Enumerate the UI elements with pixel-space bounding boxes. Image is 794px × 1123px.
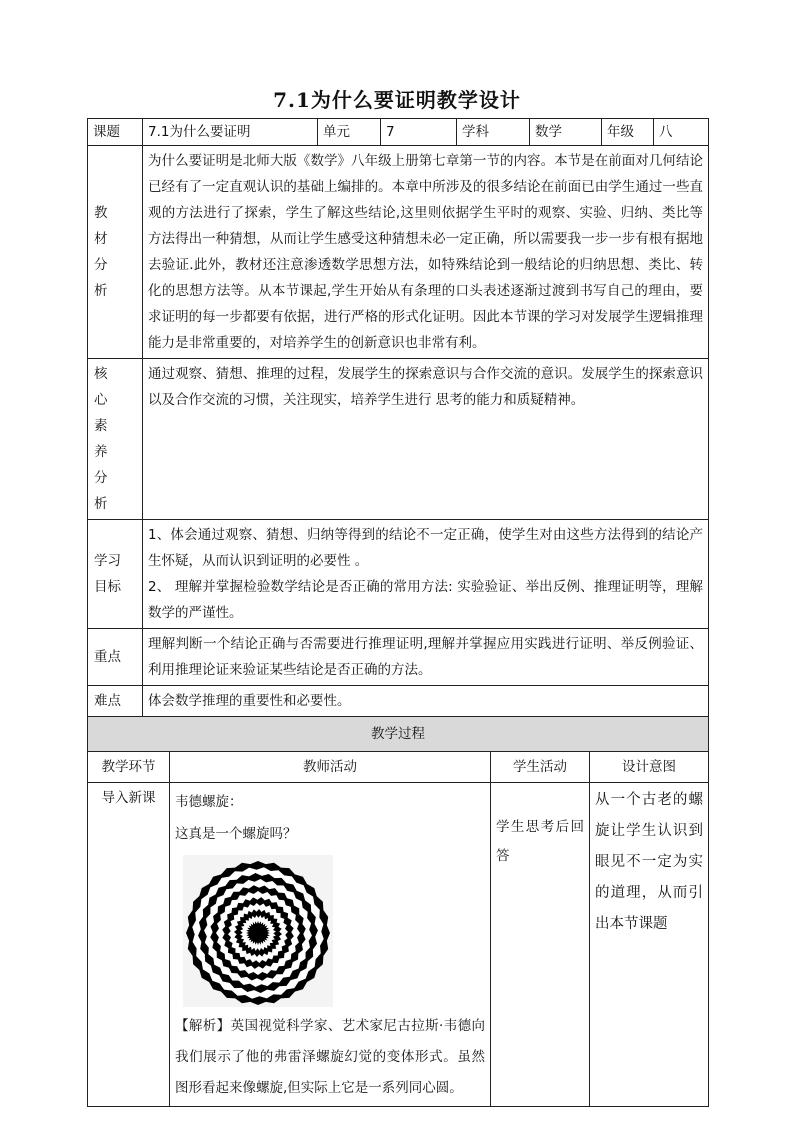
- teacher-activity-cell: [170, 783, 491, 1107]
- student-activity-cell: 学生思考后回答: [491, 783, 590, 1107]
- material-label-line2: 分析: [94, 257, 118, 299]
- page-title: 7.1为什么要证明教学设计: [273, 88, 521, 112]
- spiral-illusion-icon: [183, 855, 333, 1007]
- teacher-line-2: 这真是一个螺旋吗？: [175, 826, 297, 842]
- lesson-plan: [87, 118, 708, 1107]
- design-intent-cell: 从一个古老的螺旋让学生认识到眼见不一定为实的道理，从而引出本节课题: [590, 783, 709, 1107]
- core-literacy-text: 通过观察、猜想、推理的过程，发展学生的探索意识与合作交流的意识。发展学生的探索意识以及合作交流的习惯，关注现实，培养学生进行 思考的能力和质疑精神。: [143, 359, 709, 520]
- goals-label-line1: 学习: [94, 553, 121, 569]
- learning-goals-label: [88, 520, 143, 629]
- unit-label: 单元: [318, 119, 381, 146]
- spiral-center: [254, 929, 262, 937]
- goals-label-line2: 目标: [94, 579, 121, 595]
- core-label-line1: 核心: [94, 366, 118, 408]
- teaching-process-table: [87, 716, 709, 1107]
- difficulties-row: [88, 686, 709, 717]
- teacher-line-1: 韦德螺旋：: [175, 794, 243, 810]
- subject-value: 数学: [530, 119, 602, 146]
- lesson-info-table: [87, 118, 709, 717]
- grade-value: 八: [654, 119, 709, 146]
- process-section-row: [88, 717, 709, 752]
- lesson-value: 7.1为什么要证明: [143, 119, 318, 146]
- grade-label: 年级: [602, 119, 654, 146]
- analysis-text: 【解析】英国视觉科学家、艺术家尼古拉斯·韦德向我们展示了他的弗雷泽螺旋幻觉的变体形式。虽然图形看起来像螺旋,但实际上它是一系列同心圆。: [175, 1018, 485, 1096]
- info-row: [88, 119, 709, 146]
- header-student: 学生活动: [491, 752, 590, 783]
- learning-goals-row: [88, 520, 709, 629]
- header-stage: 教学环节: [88, 752, 170, 783]
- core-literacy-label: [88, 359, 143, 520]
- process-row-intro: [88, 783, 709, 1107]
- core-label-line2: 素养: [94, 418, 118, 460]
- lesson-label: 课题: [88, 119, 143, 146]
- core-label-line3: 分析: [94, 470, 118, 512]
- goal-item-2: 2、 理解并掌握检验数学结论是否正确的常用方法: 实验验证、举出反例、推理证明等，理解数学的严谨性。: [148, 579, 704, 621]
- subject-label: 学科: [457, 119, 530, 146]
- learning-goals-text: [143, 520, 709, 629]
- key-points-text: 理解判断一个结论正确与否需要进行推理证明,理解并掌握应用实践进行证明、举反例验证、利用推理论证来验证某些结论是否正确的方法。: [143, 629, 709, 686]
- stage-cell: 导入新课: [88, 783, 170, 1107]
- material-analysis-label: [88, 146, 143, 359]
- material-analysis-text: 为什么要证明是北师大版《数学》八年级上册第七章第一节的内容。本节是在前面对几何结论已经有了一定直观认识的基础上编排的。本章中所涉及的很多结论在前面已由学生通过一些直观的方法进行了探索，学生了解这些结论,这里则依据学生平时的观察、实验、归纳、类比等方法得出一种猜想，从而让学生感受这种猜想未必一定正确，所以需要我一步一步有根有据地去验证.此外，教材还注意渗透数学思想方法，如特殊结论到一般结论的归纳思想、类比、转化的思想方法等。从本节课起,学生开始从有条理的口头表述逐渐过渡到书写自己的理由，要求证明的每一步都要有依据，进行严格的形式化证明。因此本节课的学习对发展学生逻辑推理能力是非常重要的，对培养学生的创新意识也非常有利。: [143, 146, 709, 359]
- spiral-illusion-image: [183, 855, 333, 1007]
- difficulties-text: 体会数学推理的重要性和必要性。: [143, 686, 709, 717]
- material-label-line1: 教材: [94, 205, 118, 247]
- key-points-label: 重点: [88, 629, 143, 686]
- header-teacher: 教师活动: [170, 752, 491, 783]
- core-literacy-row: [88, 359, 709, 520]
- difficulties-label: 难点: [88, 686, 143, 717]
- goal-item-1: 1、体会通过观察、猜想、归纳等得到的结论不一定正确，使学生对由这些方法得到的结论产生怀疑，从而认识到证明的必要性 。: [148, 527, 703, 569]
- process-header-row: [88, 752, 709, 783]
- process-section-title: 教学过程: [88, 717, 709, 752]
- key-points-row: [88, 629, 709, 686]
- material-analysis-row: [88, 146, 709, 359]
- unit-value: 7: [381, 119, 457, 146]
- header-intent: 设计意图: [590, 752, 709, 783]
